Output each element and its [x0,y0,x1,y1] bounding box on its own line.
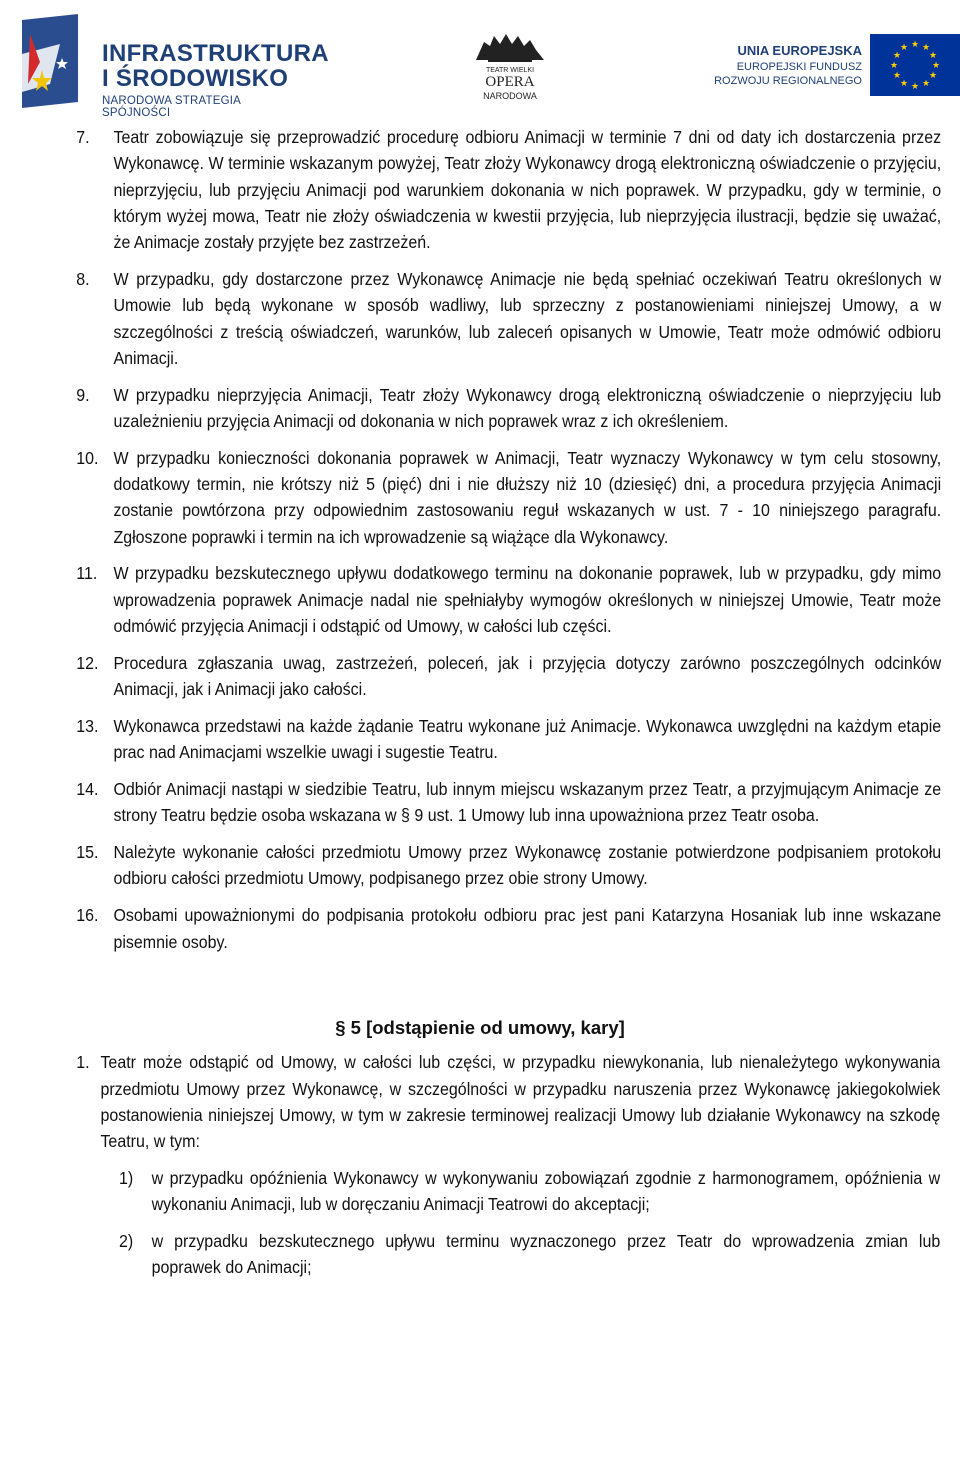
item-number: 1) [119,1168,134,1188]
list-item [0,560,947,639]
quadriga-icon [470,30,550,64]
svg-text:★: ★ [899,79,909,89]
list-item [0,124,947,255]
item-text: Należyte wykonanie całości przedmiotu Umowy przez Wykonawcę zostanie potwierdzone podpisaniem protokołu odbioru całości przedmiotu Umowy, podpisanego przez obie strony Umowy. [113,842,942,889]
eu-line-1: UNIA EUROPEJSKA [737,43,862,58]
svg-text:★: ★ [928,51,938,61]
section-paragraphs [0,1049,960,1154]
item-text: W przypadku konieczności dokonania poprawek w Animacji, Teatr wyznaczy Wykonawcy w tym celu stosowny, dodatkowy termin, nie krótszy niż 5 (pięć) dni i nie dłuższy niż 10 (dziesięć) dni, a procedura przyjęcia Animacji zostanie powtórzona przy odpowiednim zastosowaniu reguł wskazanych w ust. 7 - 10 niniejszego paragrafu. Zgłoszone poprawki i termin na ich wprowadzenie są wiążące dla Wykonawcy. [113,447,942,547]
item-text: Procedura zgłaszania uwag, zastrzeżeń, poleceń, jak i przyjęcia dotyczy zarówno poszczególnych odcinków Animacji, jak i Animacji jako całości. [113,652,942,700]
item-number: 11. [76,563,98,584]
item-text: Teatr zobowiązuje się przeprowadzić procedurę odbioru Animacji w terminie 7 dni od daty ich dostarczenia przez Wykonawcę. W terminie wskazanym powyżej, Teatr złoży Wykonawcy drogą elektroniczną oświadczenie o przyjęciu, nieprzyjęciu, lub przyjęciu Animacji pod warunkiem dokonania w nich poprawek. W przypadku, gdy w terminie, o którym wyżej mowa, Teatr nie złoży oświadczenia w kwestii przyjęcia, lub nieprzyjęcia ilustracji, będzie się uważać, że Animacje zostały przyjęte bez zastrzeżeń. [113,127,942,253]
opera-line-2: OPERA [485,74,535,90]
svg-text:★: ★ [899,43,909,53]
item-number: 15. [76,842,99,863]
list-item [0,776,947,829]
list-item [0,713,947,766]
document-body [0,124,960,1291]
section-subitems [0,1165,960,1281]
item-text: Wykonawca przedstawi na każde żądanie Teatru wykonane już Animacje. Wykonawca uwzględni na każdym etapie prac nad Animacjami wszelkie uwagi i sugestie Teatru. [113,715,942,763]
svg-text:★: ★ [921,79,931,89]
section-title: § 5 [odstąpienie od umowy, kary] [335,1017,625,1039]
item-number: 12. [76,652,99,673]
list-item [0,1228,940,1281]
item-number: 16. [76,905,99,926]
opera-line-3: NARODOWA [483,91,537,101]
logo-subtitle: NARODOWA STRATEGIA SPÓJNOŚCI [102,95,241,119]
item-number: 1. [76,1052,90,1073]
svg-text:★: ★ [892,51,902,61]
eu-logo [705,30,960,100]
item-text: w przypadku opóźnienia Wykonawcy w wykonywaniu zobowiązań zgodnie z harmonogramem, opóźnienia w wykonaniu Animacji, lub w doręczaniu Animacji Teatrowi do akceptacji; [151,1168,941,1215]
list-item [0,445,947,550]
item-number: 8. [76,268,90,289]
list-item [0,266,947,371]
opera-line-1: TEATR WIELKI [485,67,535,74]
item-number: 10. [76,447,99,468]
svg-text:★: ★ [889,61,899,71]
eu-line-3: ROZWOJU REGIONALNEGO [714,75,862,87]
svg-text:★: ★ [928,71,938,81]
item-text: W przypadku, gdy dostarczone przez Wykonawcę Animacje nie będą spełniać oczekiwań Teatru określonych w Umowie lub będą wykonane w sposób wadliwy, lub sprzeczny z postanowieniami niniejszej Umowy, a w szczególności z treścią oświadczeń, warunków, lub zaleceń opisanych w Umowie, Teatr może odmówić odbioru Animacji. [113,268,942,368]
eu-line-2: EUROPEJSKI FUNDUSZ [736,61,862,73]
section-spacer [0,965,960,1017]
item-number: 9. [76,384,90,405]
svg-text:★: ★ [910,40,920,50]
list-item [0,382,947,435]
item-number: 13. [76,715,99,736]
infrastruktura-logo [20,14,329,119]
item-text: w przypadku bezskutecznego upływu terminu wyznaczonego przez Teatr do wprowadzenia zmian lub poprawek do Animacji; [151,1231,941,1278]
item-text: Osobami upoważnionymi do podpisania protokołu odbioru prac jest pani Katarzyna Hosaniak lub inne wskazane pisemnie osoby. [113,905,942,952]
svg-text:★: ★ [892,71,902,81]
svg-text:★: ★ [910,82,920,92]
item-text: W przypadku bezskutecznego upływu dodatkowego terminu na dokonanie poprawek, lub w przypadku, gdy mimo wprowadzenia poprawek Animacje nadal nie spełniałyby wymogów określonych w niniejszej Umowie, Teatr może odmówić przyjęcia Animacji i odstąpić od Umowy, w całości lub części. [113,563,942,637]
svg-text:★: ★ [931,61,941,71]
list-item [0,839,947,892]
list-item [0,650,947,703]
list-item [0,1049,940,1154]
logo-line-1: INFRASTRUKTURA [102,40,329,67]
item-number: 7. [76,127,90,147]
svg-text:★: ★ [921,43,931,53]
item-text: Odbiór Animacji nastąpi w siedzibie Teatru, lub innym miejscu wskazanym przez Teatr, a przyjmującym Animacje ze strony Teatru będzie osoba wskazana w § 9 ust. 1 Umowy lub inna upoważniona przez Teatr osoba. [113,779,942,826]
item-text: W przypadku nieprzyjęcia Animacji, Teatr złoży Wykonawcy drogą elektroniczną oświadczenie o nieprzyjęciu lub uzależnieniu przyjęcia Animacji od dokonania w nich poprawek wraz z ich określeniem. [113,384,942,431]
logo-line-2: I ŚRODOWISKO [102,65,289,92]
list-item [0,1165,940,1218]
item-number: 14. [76,779,99,800]
nss-flag-icon [20,14,82,114]
page-header [0,0,960,120]
item-number: 2) [119,1231,134,1252]
opera-logo [470,30,550,105]
list-item [0,902,947,955]
eu-flag-icon [870,34,960,96]
item-text: Teatr może odstąpić od Umowy, w całości lub części, w przypadku niewykonania, lub nienależytego wykonywania przedmiotu Umowy przez Wykonawcę, w szczególności w przypadku naruszenia przez Wykonawcę jakiegokolwiek postanowienia niniejszej Umowy, w tym w zakresie terminowej realizacji Umowy lub działanie Wykonawcy na szkodę Teatru, w tym: [100,1052,941,1152]
numbered-paragraphs [0,124,960,955]
